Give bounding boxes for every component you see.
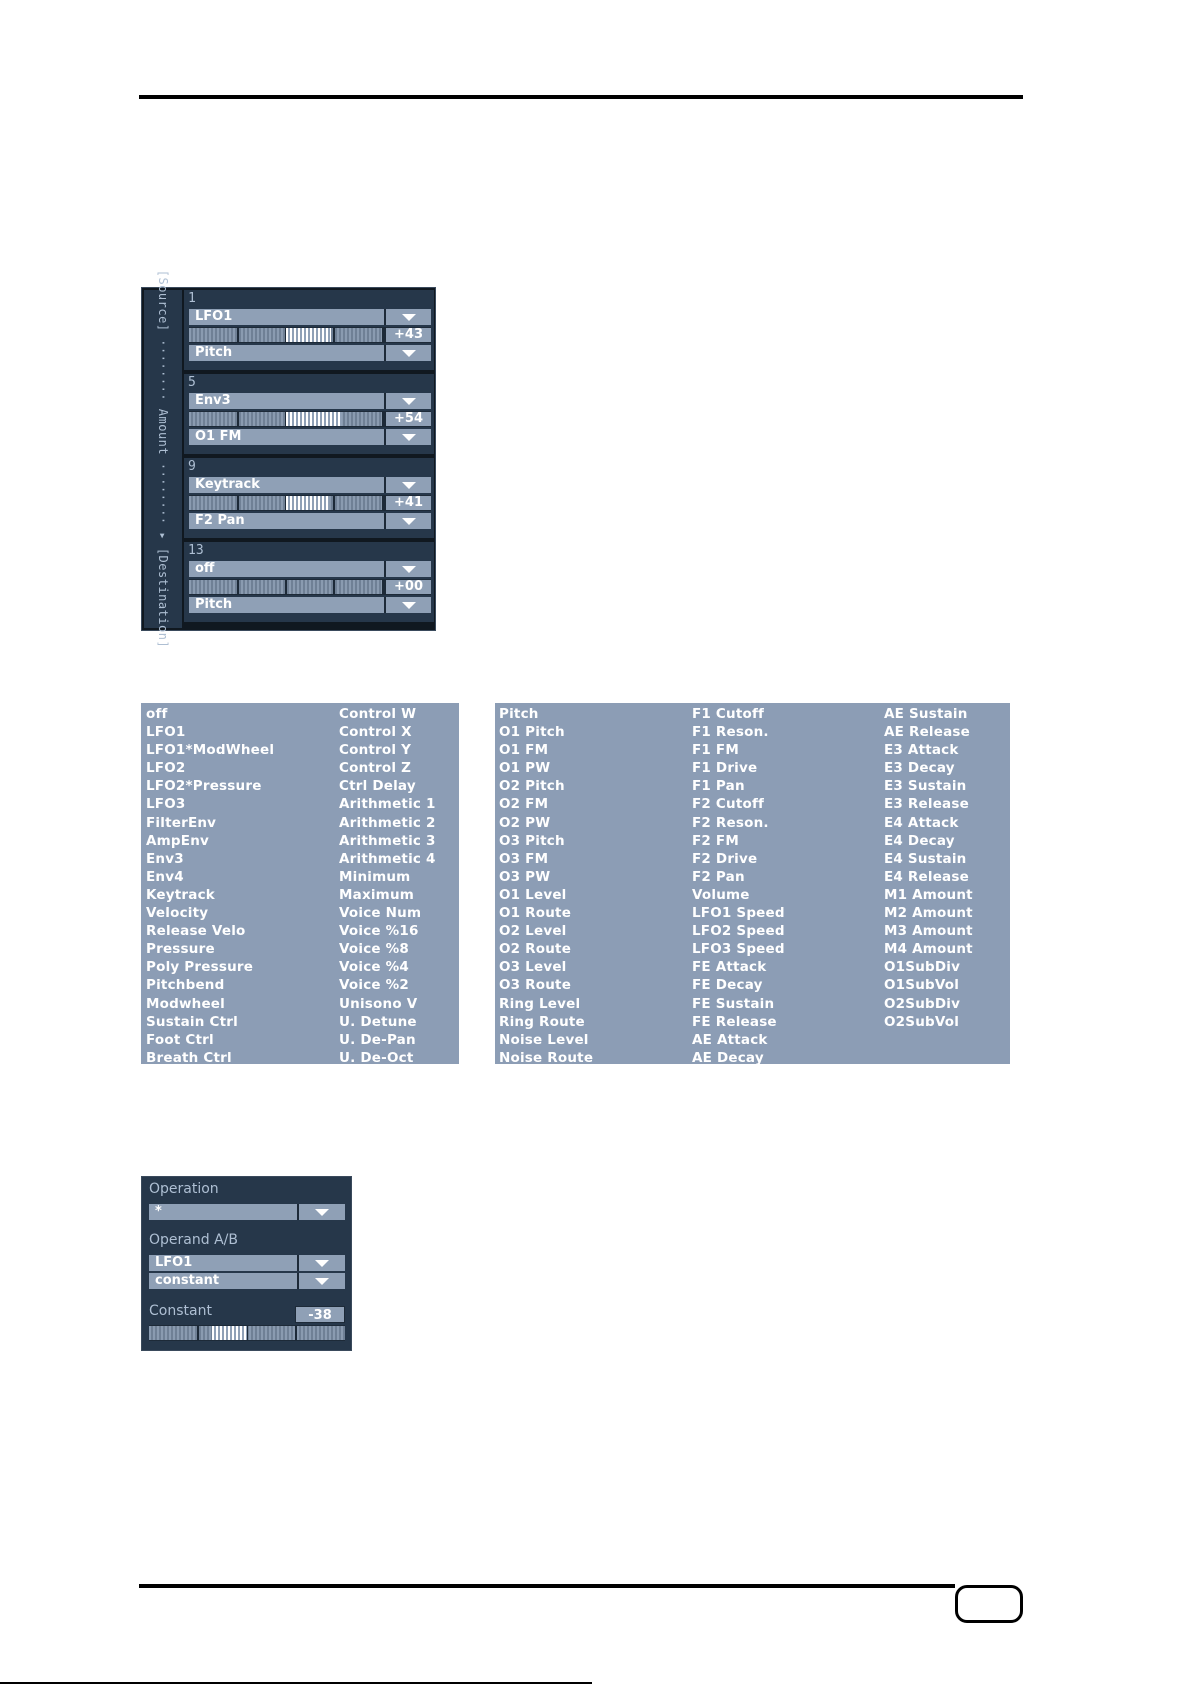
list-item: Noise Level: [499, 1031, 589, 1048]
amount-slider-fill: [286, 496, 329, 510]
list-item: FE Sustain: [692, 995, 775, 1012]
operation-label: Operation: [149, 1181, 219, 1197]
list-item: LFO3: [146, 796, 186, 813]
list-item: LFO1*ModWheel: [146, 742, 275, 759]
footer-rule: [139, 1584, 955, 1588]
chevron-down-icon[interactable]: [297, 1204, 345, 1220]
list-item: Foot Ctrl: [146, 1031, 214, 1048]
list-item: O1SubDiv: [884, 959, 961, 976]
amount-slider[interactable]: [189, 495, 431, 511]
header-rule: [139, 95, 1023, 99]
matrix-slot: [184, 542, 434, 622]
sources-list: [141, 703, 459, 1064]
chevron-down-icon[interactable]: [384, 345, 431, 361]
destination-value: O1 FM: [195, 429, 242, 444]
constant-slider[interactable]: [149, 1325, 345, 1341]
list-item: Voice %16: [339, 923, 419, 940]
list-item: Env3: [146, 850, 184, 867]
list-item: M2 Amount: [884, 905, 973, 922]
list-item: O1 PW: [499, 760, 551, 777]
constant-slider-track[interactable]: [149, 1326, 345, 1340]
list-item: F2 Reson.: [692, 814, 769, 831]
list-item: O3 Level: [499, 959, 567, 976]
list-item: Velocity: [146, 905, 209, 922]
list-item: F2 Cutoff: [692, 796, 765, 813]
list-item: Pitch: [499, 706, 539, 722]
list-item: F2 FM: [692, 832, 739, 849]
list-item: O3 Pitch: [499, 832, 565, 849]
list-item: Ring Route: [499, 1013, 585, 1030]
list-item: F2 Drive: [692, 850, 758, 867]
list-item: Control Y: [339, 742, 412, 759]
mod-matrix-panel: [141, 269, 436, 649]
list-item: LFO3 Speed: [692, 941, 785, 958]
amount-value: +00: [386, 580, 431, 594]
operation-value: *: [155, 1204, 162, 1219]
amount-slider-track[interactable]: [189, 496, 382, 510]
destination-value: Pitch: [195, 345, 233, 360]
list-item: Arithmetic 3: [339, 832, 436, 849]
list-item: Modwheel: [146, 995, 225, 1012]
list-item: E4 Sustain: [884, 850, 967, 867]
amount-slider-fill: [286, 328, 331, 342]
chevron-down-icon[interactable]: [384, 561, 431, 577]
list-item: Release Velo: [146, 923, 246, 940]
destinations-column-2: [692, 705, 785, 1067]
list-item: O1 Pitch: [499, 724, 565, 741]
list-item: O3 Route: [499, 977, 572, 994]
list-item: Volume: [692, 886, 750, 903]
side-legend-text: [Source] ········ Amount ········ ▸ [Destination]: [156, 269, 170, 649]
list-item: O3 FM: [499, 850, 549, 867]
chevron-down-icon[interactable]: [384, 477, 431, 493]
list-item: O2 Route: [499, 941, 572, 958]
slot-number: 5: [188, 375, 196, 390]
destinations-column-3: [884, 705, 973, 1031]
list-item: Voice %8: [339, 941, 409, 958]
destinations-list: [495, 703, 1010, 1064]
amount-slider[interactable]: [189, 579, 431, 595]
list-item: Keytrack: [146, 886, 215, 903]
list-item: Maximum: [339, 886, 415, 903]
list-item: Minimum: [339, 868, 411, 885]
chevron-down-icon[interactable]: [384, 309, 431, 325]
list-item: AE Release: [884, 724, 971, 741]
sources-column-2: [339, 705, 436, 1067]
source-value: LFO1: [195, 309, 233, 324]
list-item: Pitchbend: [146, 977, 225, 994]
list-item: Pressure: [146, 941, 215, 958]
list-item: LFO2: [146, 760, 186, 777]
list-item: U. Detune: [339, 1013, 417, 1030]
sources-column-1: [146, 705, 274, 1067]
list-item: F1 Cutoff: [692, 706, 765, 722]
list-item: Arithmetic 1: [339, 796, 436, 813]
list-item: FilterEnv: [146, 814, 217, 831]
operand-label: Operand A/B: [149, 1232, 238, 1248]
operation-select[interactable]: [149, 1204, 345, 1220]
chevron-down-icon[interactable]: [384, 513, 431, 529]
list-item: FE Release: [692, 1013, 777, 1030]
bottom-edge-rule: [0, 1682, 592, 1684]
list-item: M1 Amount: [884, 886, 973, 903]
destination-value: Pitch: [195, 597, 233, 612]
source-select[interactable]: [189, 309, 431, 325]
list-item: Control X: [339, 724, 412, 741]
matrix-slot: [184, 458, 434, 538]
list-item: AmpEnv: [146, 832, 210, 849]
list-item: FE Decay: [692, 977, 763, 994]
list-item: Voice Num: [339, 905, 422, 922]
list-item: E4 Attack: [884, 814, 959, 831]
list-item: E3 Sustain: [884, 778, 967, 795]
list-item: Control W: [339, 706, 417, 722]
list-item: O2 Pitch: [499, 778, 565, 795]
list-item: O1 FM: [499, 742, 549, 759]
chevron-down-icon[interactable]: [297, 1273, 345, 1289]
constant-value[interactable]: -38: [295, 1306, 345, 1323]
source-value: Keytrack: [195, 477, 260, 492]
constant-slider-fill: [212, 1326, 247, 1340]
list-item: FE Attack: [692, 959, 767, 976]
list-item: Noise Route: [499, 1049, 594, 1066]
destination-select[interactable]: [189, 597, 431, 613]
operand-a-select[interactable]: [149, 1255, 345, 1271]
list-item: M3 Amount: [884, 923, 973, 940]
source-select[interactable]: [189, 561, 431, 577]
source-value: off: [195, 561, 215, 576]
list-item: LFO2*Pressure: [146, 778, 262, 795]
chevron-down-icon[interactable]: [384, 393, 431, 409]
list-item: AE Sustain: [884, 706, 968, 722]
operand-b-value: constant: [155, 1273, 220, 1288]
list-item: LFO1 Speed: [692, 905, 785, 922]
list-item: off: [146, 706, 168, 722]
list-item: AE Attack: [692, 1031, 768, 1048]
amount-slider-track[interactable]: [189, 412, 382, 426]
list-item: E3 Attack: [884, 742, 959, 759]
matrix-side-legend: [144, 269, 182, 649]
list-item: O1SubVol: [884, 977, 960, 994]
list-item: Arithmetic 4: [339, 850, 436, 867]
destination-select[interactable]: [189, 513, 431, 529]
list-item: F1 Pan: [692, 778, 745, 795]
list-item: AE Decay: [692, 1049, 764, 1066]
list-item: Control Z: [339, 760, 412, 777]
list-item: F2 Pan: [692, 868, 745, 885]
list-item: F1 Reson.: [692, 724, 769, 741]
list-item: Poly Pressure: [146, 959, 254, 976]
list-item: Breath Ctrl: [146, 1049, 232, 1066]
list-item: Voice %2: [339, 977, 409, 994]
list-item: Sustain Ctrl: [146, 1013, 238, 1030]
slot-number: 1: [188, 291, 196, 306]
source-value: Env3: [195, 393, 231, 408]
matrix-slot: [184, 290, 434, 370]
list-item: O2SubDiv: [884, 995, 961, 1012]
list-item: LFO2 Speed: [692, 923, 785, 940]
list-item: O1 Route: [499, 905, 572, 922]
destination-value: F2 Pan: [195, 513, 245, 528]
destination-select[interactable]: [189, 345, 431, 361]
list-item: O3 PW: [499, 868, 551, 885]
source-select[interactable]: [189, 393, 431, 409]
list-item: Ring Level: [499, 995, 581, 1012]
amount-slider-fill: [286, 412, 343, 426]
amount-slider-track[interactable]: [189, 328, 382, 342]
constant-label: Constant: [149, 1303, 212, 1319]
list-item: O2SubVol: [884, 1013, 960, 1030]
chevron-down-icon[interactable]: [384, 429, 431, 445]
list-item: LFO1: [146, 724, 186, 741]
list-item: E3 Release: [884, 796, 969, 813]
list-item: Unisono V: [339, 995, 418, 1012]
list-item: E3 Decay: [884, 760, 955, 777]
list-item: F1 Drive: [692, 760, 758, 777]
list-item: O2 FM: [499, 796, 549, 813]
list-item: E4 Decay: [884, 832, 955, 849]
amount-value: +43: [386, 328, 431, 342]
chevron-down-icon[interactable]: [297, 1255, 345, 1271]
amount-slider-track[interactable]: [189, 580, 382, 594]
arithmetic-panel: [141, 1176, 352, 1351]
operand-b-select[interactable]: [149, 1273, 345, 1289]
slot-number: 9: [188, 459, 196, 474]
list-item: E4 Release: [884, 868, 969, 885]
list-item: M4 Amount: [884, 941, 973, 958]
destination-select[interactable]: [189, 429, 431, 445]
amount-value: +41: [386, 496, 431, 510]
source-select[interactable]: [189, 477, 431, 493]
chevron-down-icon[interactable]: [384, 597, 431, 613]
list-item: Arithmetic 2: [339, 814, 436, 831]
matrix-slot: [184, 374, 434, 454]
operand-a-value: LFO1: [155, 1255, 193, 1270]
amount-slider[interactable]: [189, 327, 431, 343]
destinations-column-1: [499, 705, 593, 1067]
list-item: O2 Level: [499, 923, 567, 940]
amount-value: +54: [386, 412, 431, 426]
slot-number: 13: [188, 543, 204, 558]
list-item: O2 PW: [499, 814, 551, 831]
list-item: Voice %4: [339, 959, 409, 976]
list-item: Ctrl Delay: [339, 778, 416, 795]
amount-slider[interactable]: [189, 411, 431, 427]
list-item: F1 FM: [692, 742, 739, 759]
list-item: Env4: [146, 868, 184, 885]
list-item: O1 Level: [499, 886, 567, 903]
page-number-badge: [955, 1585, 1023, 1623]
list-item: U. De-Oct: [339, 1049, 414, 1066]
list-item: U. De-Pan: [339, 1031, 416, 1048]
